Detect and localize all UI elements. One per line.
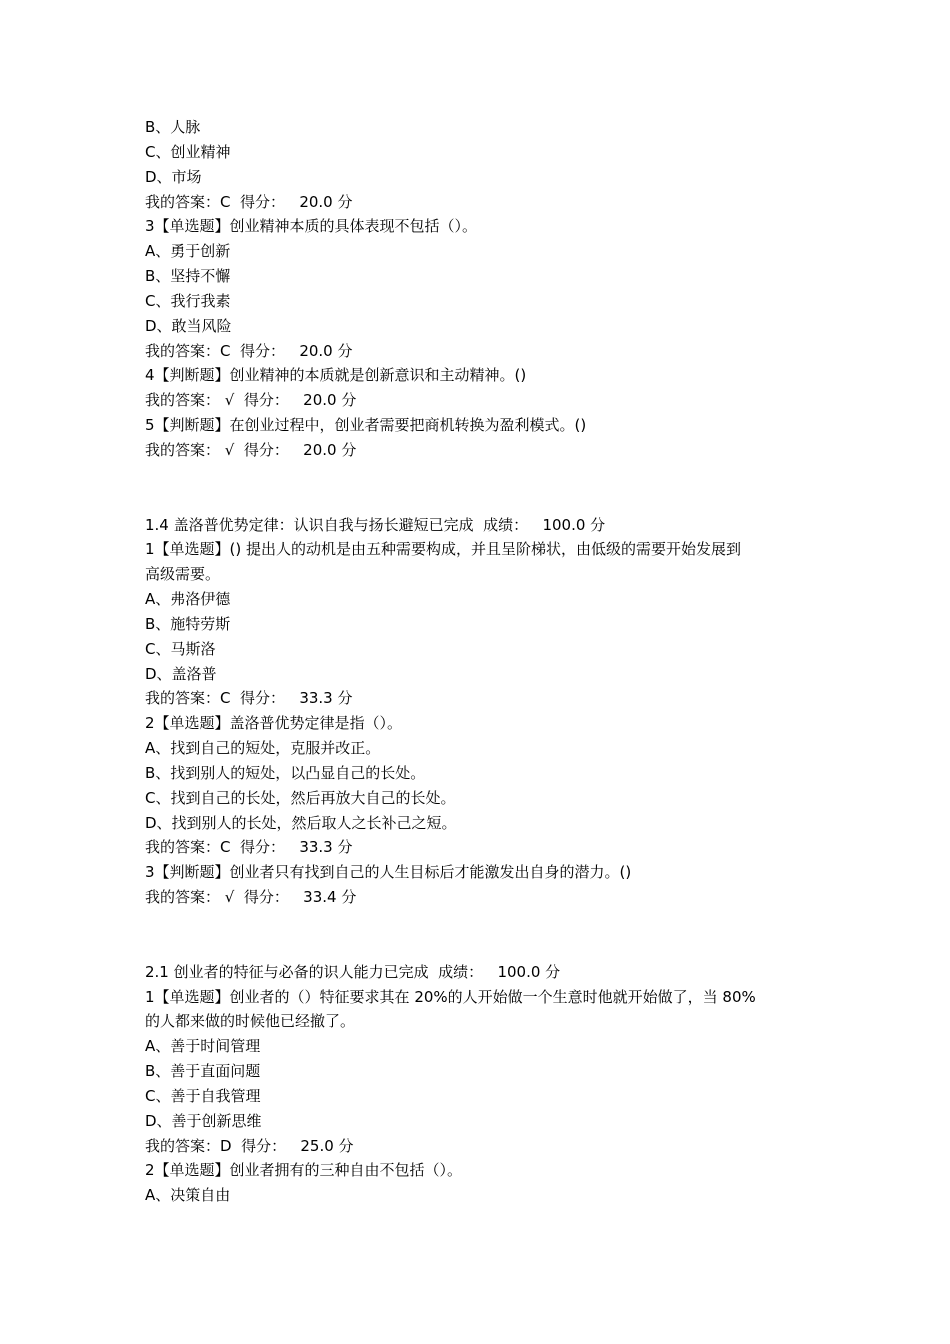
section-spacer: [145, 910, 815, 960]
answer-score: 我的答案： √ 得分： 20.0 分: [145, 391, 357, 410]
question: 2【单选题】创业者拥有的三种自由不包括（）。: [145, 1161, 463, 1180]
option-a: A、善于时间管理: [145, 1037, 261, 1056]
option-b: B、人脉: [145, 118, 201, 136]
answer-score: 我的答案：C 得分： 33.3 分: [145, 838, 353, 857]
quiz-block-1: [145, 115, 815, 463]
quiz-section-2-1: [145, 960, 815, 1208]
answer-score: 我的答案： √ 得分： 33.4 分: [145, 888, 357, 907]
option-c: C、马斯洛: [145, 639, 216, 658]
question: 3【判断题】创业者只有找到自己的人生目标后才能激发出自身的潜力。(): [145, 863, 632, 882]
question: 4【判断题】创业精神的本质就是创新意识和主动精神。(): [145, 366, 527, 385]
option-d: D、敢当风险: [145, 316, 232, 335]
answer-score: 我的答案：C 得分： 20.0 分: [145, 192, 353, 211]
question: 1【单选题】创业者的（）特征要求其在 20%的人开始做一个生意时他就开始做了，当 80%: [145, 987, 756, 1006]
document-content: [145, 115, 815, 1208]
option-d: D、找到别人的长处，然后取人之长补己之短。: [145, 813, 457, 832]
option-b: B、找到别人的短处，以凸显自己的长处。: [145, 763, 426, 782]
option-b: B、坚持不懈: [145, 267, 231, 286]
option-d: D、盖洛普: [145, 664, 217, 683]
section-spacer: [145, 463, 815, 513]
option-b: B、善于直面问题: [145, 1062, 261, 1081]
question-continued: 高级需要。: [145, 565, 221, 584]
section-heading: 1.4 盖洛普优势定律：认识自我与扬长避短已完成 成绩： 100.0 分: [145, 515, 606, 534]
option-a: A、找到自己的短处，克服并改正。: [145, 739, 381, 758]
option-b: B、施特劳斯: [145, 614, 231, 633]
answer-score: 我的答案：C 得分： 20.0 分: [145, 341, 353, 360]
option-d: D、市场: [145, 167, 202, 186]
option-a: A、勇于创新: [145, 242, 231, 261]
option-c: C、我行我素: [145, 291, 231, 310]
question: 5【判断题】在创业过程中，创业者需要把商机转换为盈利模式。(): [145, 416, 587, 435]
answer-score: 我的答案： √ 得分： 20.0 分: [145, 440, 357, 459]
option-c: C、找到自己的长处，然后再放大自己的长处。: [145, 788, 456, 807]
section-heading: 2.1 创业者的特征与必备的识人能力已完成 成绩： 100.0 分: [145, 962, 561, 981]
question-continued: 的人都来做的时候他已经撤了。: [145, 1012, 356, 1031]
quiz-section-1-4: [145, 513, 815, 911]
answer-score: 我的答案：D 得分： 25.0 分: [145, 1136, 354, 1155]
option-c: C、创业精神: [145, 142, 231, 161]
option-a: A、弗洛伊德: [145, 590, 231, 609]
question: 1【单选题】() 提出人的动机是由五种需要构成，并且呈阶梯状，由低级的需要开始发展到: [145, 540, 742, 559]
question: 2【单选题】盖洛普优势定律是指（）。: [145, 714, 403, 733]
option-d: D、善于创新思维: [145, 1111, 262, 1130]
question: 3【单选题】创业精神本质的具体表现不包括（）。: [145, 217, 478, 236]
answer-score: 我的答案：C 得分： 33.3 分: [145, 689, 353, 708]
option-a: A、决策自由: [145, 1186, 231, 1205]
option-c: C、善于自我管理: [145, 1086, 261, 1105]
